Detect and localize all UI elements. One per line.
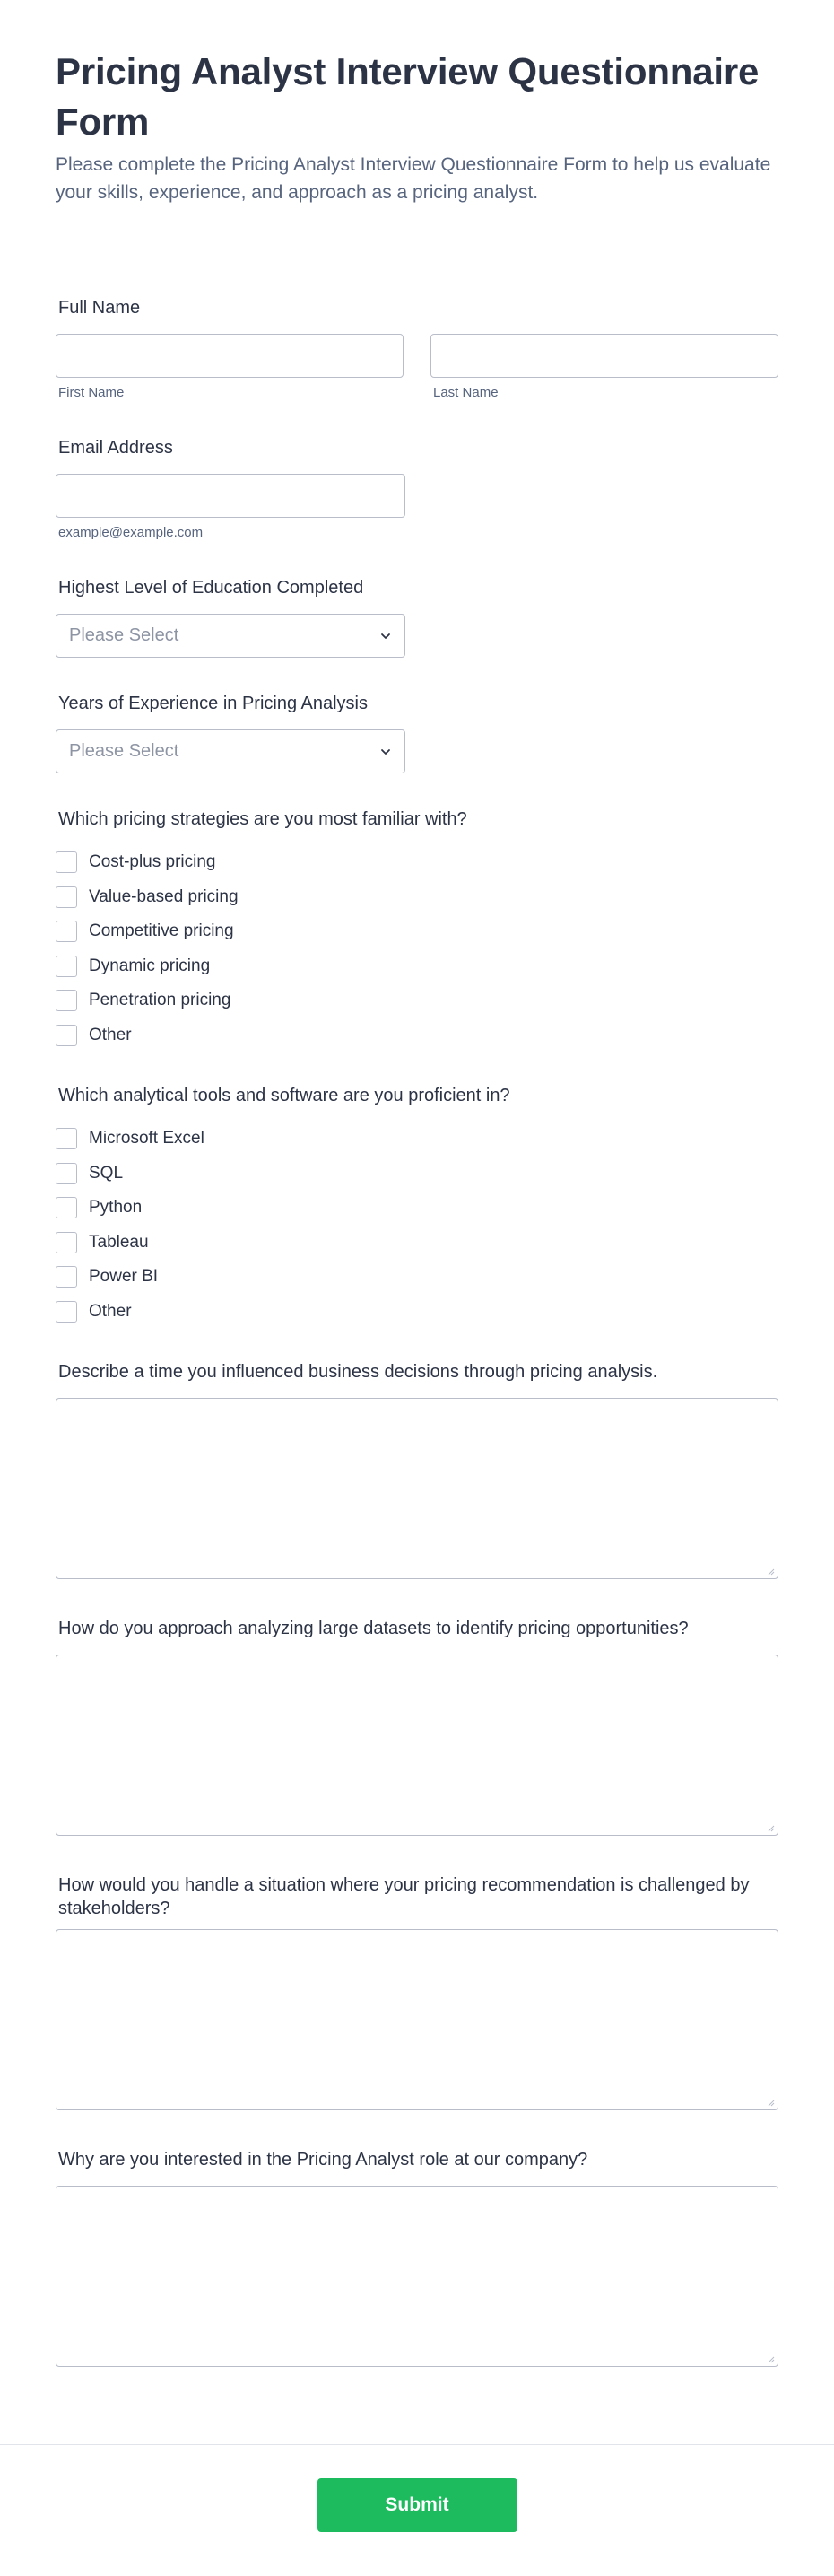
last-name-sublabel: Last Name (433, 385, 499, 400)
checkbox[interactable] (56, 851, 77, 873)
strategy-option-label: Competitive pricing (89, 921, 234, 941)
q2-field (56, 1617, 778, 1836)
checkbox[interactable] (56, 1128, 77, 1149)
experience-label: Years of Experience in Pricing Analysis (58, 694, 368, 713)
checkbox[interactable] (56, 1301, 77, 1323)
education-select-placeholder: Please Select (69, 625, 179, 645)
education-label: Highest Level of Education Completed (58, 578, 364, 598)
experience-field (56, 692, 778, 773)
checkbox[interactable] (56, 1197, 77, 1218)
tool-option-label: Other (89, 1301, 132, 1321)
tool-option[interactable] (56, 1260, 778, 1295)
form-description: Please complete the Pricing Analyst Interview Questionnaire Form to help us evaluate your skills, experience, and approach as a pricing analyst. (56, 154, 771, 203)
strategy-option[interactable] (56, 949, 778, 984)
checkbox[interactable] (56, 1266, 77, 1288)
email-input[interactable] (56, 474, 405, 518)
checkbox[interactable] (56, 921, 77, 942)
last-name-input[interactable] (430, 334, 778, 378)
q3-field (56, 1873, 778, 2110)
q2-textarea[interactable] (56, 1655, 778, 1836)
strategy-option-label: Other (89, 1025, 132, 1044)
strategy-option[interactable] (56, 880, 778, 915)
strategy-option-label: Cost-plus pricing (89, 852, 216, 872)
strategy-option-label: Penetration pricing (89, 991, 231, 1010)
chevron-down-icon (379, 630, 392, 642)
q3-textarea[interactable] (56, 1929, 778, 2110)
email-field (56, 436, 778, 540)
strategies-label: Which pricing strategies are you most familiar with? (58, 809, 467, 829)
strategies-field (56, 808, 778, 1052)
tools-label: Which analytical tools and software are you proficient in? (58, 1086, 510, 1105)
strategy-option[interactable] (56, 1018, 778, 1053)
strategy-option-label: Value-based pricing (89, 886, 239, 906)
tool-option[interactable] (56, 1226, 778, 1261)
checkbox[interactable] (56, 1163, 77, 1184)
tool-option-label: Tableau (89, 1232, 149, 1252)
form-footer (0, 2444, 834, 2576)
resize-handle-icon[interactable] (766, 2354, 775, 2363)
strategy-option[interactable] (56, 845, 778, 880)
checkbox[interactable] (56, 1025, 77, 1046)
q4-label: Why are you interested in the Pricing Analyst role at our company? (58, 2150, 588, 2170)
strategy-option[interactable] (56, 914, 778, 949)
tool-option[interactable] (56, 1295, 778, 1330)
tools-checklist (56, 1122, 778, 1329)
checkbox[interactable] (56, 886, 77, 908)
form-title: Pricing Analyst Interview Questionnaire Form (56, 50, 760, 143)
resize-handle-icon[interactable] (766, 1567, 775, 1576)
tools-field (56, 1084, 778, 1329)
tool-option-label: Power BI (89, 1267, 159, 1287)
q2-label: How do you approach analyzing large datasets to identify pricing opportunities? (58, 1619, 689, 1638)
checkbox[interactable] (56, 956, 77, 977)
q1-field (56, 1360, 778, 1579)
strategy-option-label: Dynamic pricing (89, 956, 211, 975)
q4-field (56, 2148, 778, 2367)
q1-label: Describe a time you influenced business decisions through pricing analysis. (58, 1362, 658, 1382)
chevron-down-icon (379, 746, 392, 758)
resize-handle-icon[interactable] (766, 1823, 775, 1832)
strategy-option[interactable] (56, 983, 778, 1018)
tool-option[interactable] (56, 1122, 778, 1157)
submit-button[interactable]: Submit (317, 2478, 517, 2532)
email-label: Email Address (58, 438, 173, 458)
first-name-input[interactable] (56, 334, 404, 378)
education-field (56, 576, 778, 658)
education-select[interactable] (56, 614, 405, 658)
q4-textarea[interactable] (56, 2186, 778, 2367)
experience-select-placeholder: Please Select (69, 741, 179, 761)
resize-handle-icon[interactable] (766, 2098, 775, 2107)
tool-option-label: Microsoft Excel (89, 1129, 204, 1148)
first-name-sublabel: First Name (58, 385, 125, 400)
experience-select[interactable] (56, 729, 405, 773)
full-name-label: Full Name (58, 298, 141, 318)
q3-label: How would you handle a situation where your pricing recommendation is challenged by stakeholders? (58, 1875, 750, 1918)
q1-textarea[interactable] (56, 1398, 778, 1579)
tool-option-label: Python (89, 1198, 143, 1218)
tool-option-label: SQL (89, 1163, 124, 1183)
checkbox[interactable] (56, 990, 77, 1011)
tool-option[interactable] (56, 1157, 778, 1192)
strategies-checklist (56, 845, 778, 1052)
form-body (0, 249, 834, 2367)
full-name-field (56, 296, 778, 400)
form-header (0, 0, 834, 249)
checkbox[interactable] (56, 1232, 77, 1253)
tool-option[interactable] (56, 1191, 778, 1226)
email-sublabel: example@example.com (58, 525, 204, 540)
